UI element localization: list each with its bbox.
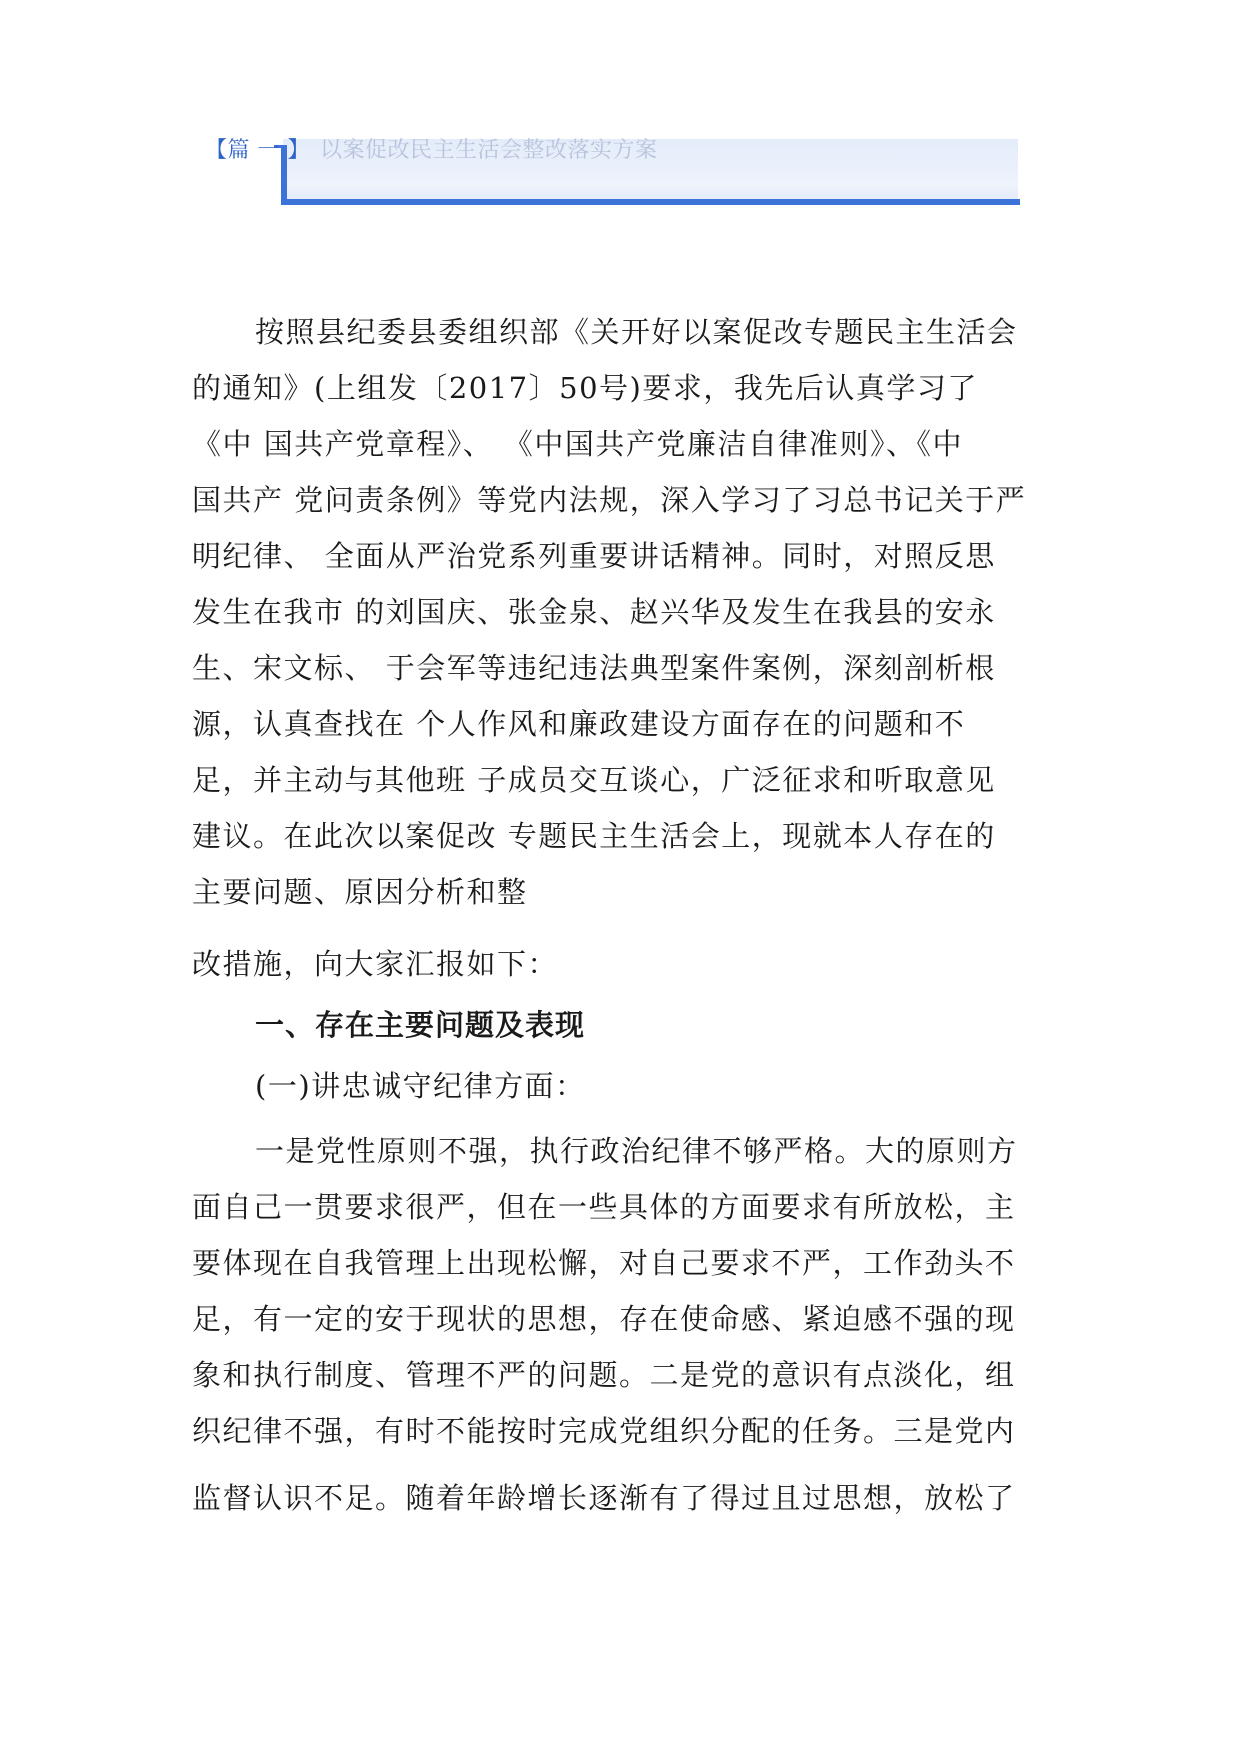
body-line: 源，认真查找在 个人作风和廉政建设方面存在的问题和不 — [192, 707, 966, 741]
banner-tag: 【篇 一 】 — [205, 138, 310, 163]
body-line: 生、宋文标、 于会军等违纪违法典型案件案例，深刻剖析根 — [192, 651, 996, 685]
body-line: 《中 国共产党章程》、 《中国共产党廉洁自律准则》、《中 — [192, 427, 963, 461]
body-line: 足，并主动与其他班 子成员交互谈心，广泛征求和听取意见 — [192, 763, 996, 797]
body-line: 明纪律、 全面从严治党系列重要讲话精神。同时，对照反思 — [192, 539, 996, 573]
body-line: 织纪律不强，有时不能按时完成党组织分配的任务。三是党内 — [192, 1414, 1016, 1448]
body-line: 的通知》(上组发〔2017〕50号)要求，我先后认真学习了 — [192, 371, 978, 405]
body-line: 发生在我市 的刘国庆、张金泉、赵兴华及发生在我县的安永 — [192, 595, 996, 629]
subsection-heading: (一)讲忠诚守纪律方面： — [255, 1069, 586, 1103]
banner-heading — [205, 137, 658, 165]
body-line: 象和执行制度、管理不严的问题。二是党的意识有点淡化，组 — [192, 1358, 1016, 1392]
body-line: 面自己一贯要求很严，但在一些具体的方面要求有所放松，主 — [192, 1190, 1016, 1224]
body-line: 国共产 党问责条例》等党内法规，深入学习了习总书记关于严 — [192, 483, 1027, 517]
section-heading: 一、存在主要问题及表现 — [255, 1008, 586, 1042]
body-line: 足，有一定的安于现状的思想，存在使命感、紧迫感不强的现 — [192, 1302, 1016, 1336]
body-line: 一是党性原则不强，执行政治纪律不够严格。大的原则方 — [255, 1134, 1018, 1168]
body-line: 主要问题、原因分析和整 — [192, 875, 528, 909]
body-line: 改措施，向大家汇报如下： — [192, 947, 559, 981]
banner-title: 以案促改民主生活会整改落实方案 — [320, 138, 658, 163]
article-banner — [205, 137, 1020, 207]
body-line: 要体现在自我管理上出现松懈，对自己要求不严，工作劲头不 — [192, 1246, 1016, 1280]
body-line: 按照县纪委县委组织部《关开好以案促改专题民主生活会 — [255, 315, 1018, 349]
body-line: 监督认识不足。随着年龄增长逐渐有了得过且过思想，放松了 — [192, 1481, 1016, 1515]
banner-bottom-border — [281, 199, 1020, 205]
body-line: 建议。在此次以案促改 专题民主生活会上，现就本人存在的 — [192, 819, 996, 853]
